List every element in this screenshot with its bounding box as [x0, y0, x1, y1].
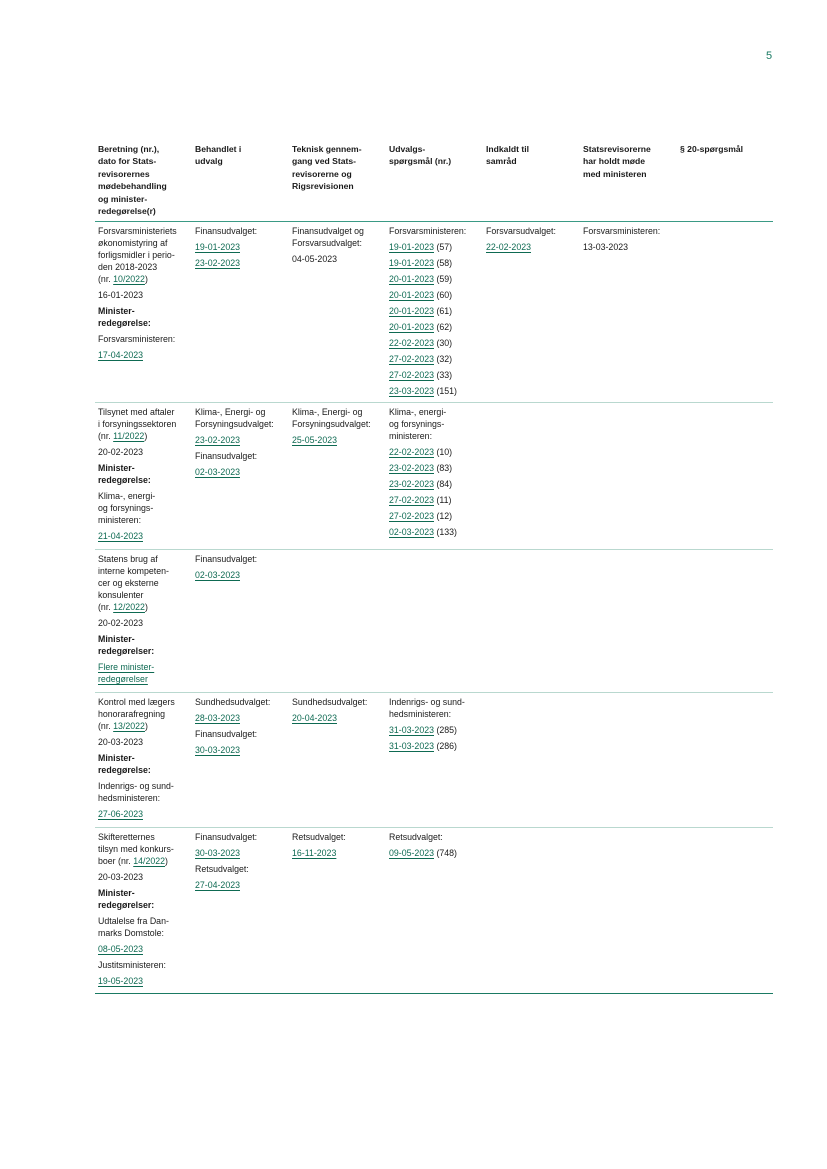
header-section20-questions: § 20-spørgsmål [680, 144, 744, 154]
question-link[interactable]: 23-03-2023 [389, 386, 434, 396]
committee-date-link[interactable]: 23-02-2023 [195, 258, 240, 268]
table-row [95, 550, 773, 693]
question-link[interactable]: 23-02-2023 [389, 479, 434, 489]
section20-cell [677, 225, 773, 402]
report-cell: Tilsynet med aftaler i forsyningssektoren (nr. 11/2022) 20-02-2023 Minister- redegørelse: Klima-, energi- og forsynings- ministeren: 21-04-2023 [95, 406, 192, 549]
header-minister-meeting: Statsrevisorerne har holdt møde med ministeren [583, 144, 651, 179]
minister-meeting-cell [580, 553, 677, 692]
technical-review-cell: Klima-, Energi- og Forsyningsudvalget: 25-05-2023 [289, 406, 386, 549]
table-row [95, 828, 773, 994]
question-link[interactable]: 20-01-2023 [389, 274, 434, 284]
meeting-date: 20-02-2023 [98, 447, 143, 457]
technical-review-link[interactable]: 25-05-2023 [292, 435, 337, 445]
header-technical-review: Teknisk gennem- gang ved Stats- revisorerne og Rigsrevisionen [292, 144, 362, 192]
question-link[interactable]: 20-01-2023 [389, 306, 434, 316]
report-link[interactable]: 11/2022 [113, 431, 145, 441]
committee-date-link[interactable]: 02-03-2023 [195, 467, 240, 477]
more-statements-link[interactable]: Flere minister- [98, 662, 155, 672]
technical-review-cell: Sundhedsudvalget: 20-04-2023 [289, 696, 386, 827]
committee-date-link[interactable]: 27-04-2023 [195, 880, 240, 890]
report-cell: Forsvarsministeriets økonomistyring af forligsmidler i perio- den 2018-2023 (nr. 10/2022) 16-01-2023 Minister- redegørelse: Forsvarsministeren: 17-04-2023 [95, 225, 192, 402]
committee-date-link[interactable]: 23-02-2023 [195, 435, 240, 445]
question-link[interactable]: 22-02-2023 [389, 338, 434, 348]
table-header [95, 143, 773, 222]
minister-meeting-cell [580, 831, 677, 993]
question-link[interactable]: 22-02-2023 [389, 447, 434, 457]
committee-cell: Finansudvalget: 19-01-2023 23-02-2023 [192, 225, 289, 402]
committee-date-link[interactable]: 30-03-2023 [195, 848, 240, 858]
question-link[interactable]: 27-02-2023 [389, 511, 434, 521]
header-committee: Behandlet i udvalg [195, 144, 242, 167]
question-link[interactable]: 27-02-2023 [389, 370, 434, 380]
questions-cell: Indenrigs- og sund- hedsministeren: 31-03-2023 (285) 31-03-2023 (286) [389, 697, 465, 751]
header-committee-questions: Udvalgs- spørgsmål (nr.) [389, 144, 452, 167]
question-link[interactable]: 23-02-2023 [389, 463, 434, 473]
report-link[interactable]: 13/2022 [113, 721, 145, 731]
minister-meeting-cell [580, 406, 677, 549]
question-link[interactable]: 20-01-2023 [389, 322, 434, 332]
technical-review-cell [289, 553, 386, 692]
report-link[interactable]: 14/2022 [133, 856, 166, 866]
technical-review-cell: Finansudvalget og Forsvarsudvalget: 04-05-2023 [292, 226, 364, 264]
page-number: 5 [766, 50, 773, 62]
committee-date-link[interactable]: 02-03-2023 [195, 570, 240, 580]
header-report: Beretning (nr.), dato for Stats- revisorernes mødebehandling og minister- redegørelse(r) [98, 144, 167, 217]
minister-statement-link[interactable]: 27-06-2023 [98, 809, 143, 819]
consultation-cell [483, 553, 580, 692]
minister-statement-link[interactable]: 21-04-2023 [98, 531, 143, 541]
committee-date-link[interactable]: 30-03-2023 [195, 745, 240, 755]
committee-cell: Finansudvalget: 30-03-2023 Retsudvalget: 27-04-2023 [192, 831, 289, 993]
committee-cell: Finansudvalget: 02-03-2023 [192, 553, 289, 692]
committee-cell: Sundhedsudvalget: 28-03-2023 Finansudvalget: 30-03-2023 [192, 696, 289, 827]
technical-review-cell: Retsudvalget: 16-11-2023 [289, 831, 386, 993]
report-cell: Kontrol med lægers honorarafregning (nr. 13/2022) 20-03-2023 Minister- redegørelse: Indenrigs- og sund- hedsministeren: 27-06-2023 [95, 696, 192, 827]
more-statements-link[interactable]: redegørelser [98, 674, 148, 684]
questions-cell: Forsvarsministeren: 19-01-2023 (57) 19-01-2023 (58) 20-01-2023 (59) 20-01-2023 (60) 20-01-2023 (61) 20-01-2023 (62) 22-02-2023 (30) 27-02-2023 (32) 27-02-2023 (33) 23-03-2023 (151) [389, 226, 467, 396]
questions-cell: Retsudvalget: 09-05-2023 (748) [389, 832, 457, 858]
question-link[interactable]: 27-02-2023 [389, 495, 434, 505]
minister-meeting-cell [580, 696, 677, 827]
section20-cell [677, 553, 773, 692]
table-row [95, 693, 773, 828]
question-link[interactable]: 19-01-2023 [389, 258, 434, 268]
consultation-link[interactable]: 22-02-2023 [486, 242, 531, 252]
section20-cell [677, 696, 773, 827]
report-cell: Skifteretternes tilsyn med konkurs- boer (nr. 14/2022) 20-03-2023 Minister- redegørelser: Udtalelse fra Dan- marks Domstole: 08-05-2023 Justitsministeren: 19-05-2023 [95, 831, 192, 993]
questions-cell [386, 553, 483, 692]
technical-review-link[interactable]: 16-11-2023 [292, 848, 337, 858]
question-link[interactable]: 19-01-2023 [389, 242, 434, 252]
question-link[interactable]: 31-03-2023 [389, 741, 434, 751]
committee-date-link[interactable]: 19-01-2023 [195, 242, 240, 252]
committee-table [95, 143, 773, 994]
meeting-date: 20-03-2023 [98, 737, 143, 747]
consultation-cell [483, 831, 580, 993]
question-link[interactable]: 20-01-2023 [389, 290, 434, 300]
consultation-cell [483, 406, 580, 549]
meeting-date: 20-03-2023 [98, 872, 143, 882]
questions-cell: Klima-, energi- og forsynings- ministeren: 22-02-2023 (10) 23-02-2023 (83) 23-02-2023 (84) 27-02-2023 (11) 27-02-2023 (12) 02-03-2023 (133) [389, 407, 457, 537]
meeting-date: 16-01-2023 [98, 290, 143, 300]
table-row [95, 222, 773, 403]
minister-statement-link[interactable]: 19-05-2023 [98, 976, 143, 986]
header-consultation: Indkaldt til samråd [486, 144, 529, 167]
question-link[interactable]: 09-05-2023 [389, 848, 434, 858]
committee-cell: Klima-, Energi- og Forsyningsudvalget: 23-02-2023 Finansudvalget: 02-03-2023 [192, 406, 289, 549]
technical-review-link[interactable]: 20-04-2023 [292, 713, 337, 723]
section20-cell [677, 831, 773, 993]
report-cell: Statens brug af interne kompeten- cer og eksterne konsulenter (nr. 12/2022) 20-02-2023 Minister- redegørelser: Flere minister- redegørelser [95, 553, 192, 692]
section20-cell [677, 406, 773, 549]
table-row [95, 403, 773, 550]
consultation-cell: Forsvarsudvalget: 22-02-2023 [483, 225, 580, 402]
committee-date-link[interactable]: 28-03-2023 [195, 713, 240, 723]
report-link[interactable]: 12/2022 [113, 602, 145, 612]
minister-statement-link[interactable]: 17-04-2023 [98, 350, 143, 360]
consultation-cell [483, 696, 580, 827]
meeting-date: 20-02-2023 [98, 618, 143, 628]
report-link[interactable]: 10/2022 [113, 274, 145, 284]
question-link[interactable]: 02-03-2023 [389, 527, 434, 537]
minister-meeting-cell: Forsvarsministeren: 13-03-2023 [583, 226, 661, 252]
court-statement-link[interactable]: 08-05-2023 [98, 944, 143, 954]
question-link[interactable]: 31-03-2023 [389, 725, 434, 735]
question-link[interactable]: 27-02-2023 [389, 354, 434, 364]
